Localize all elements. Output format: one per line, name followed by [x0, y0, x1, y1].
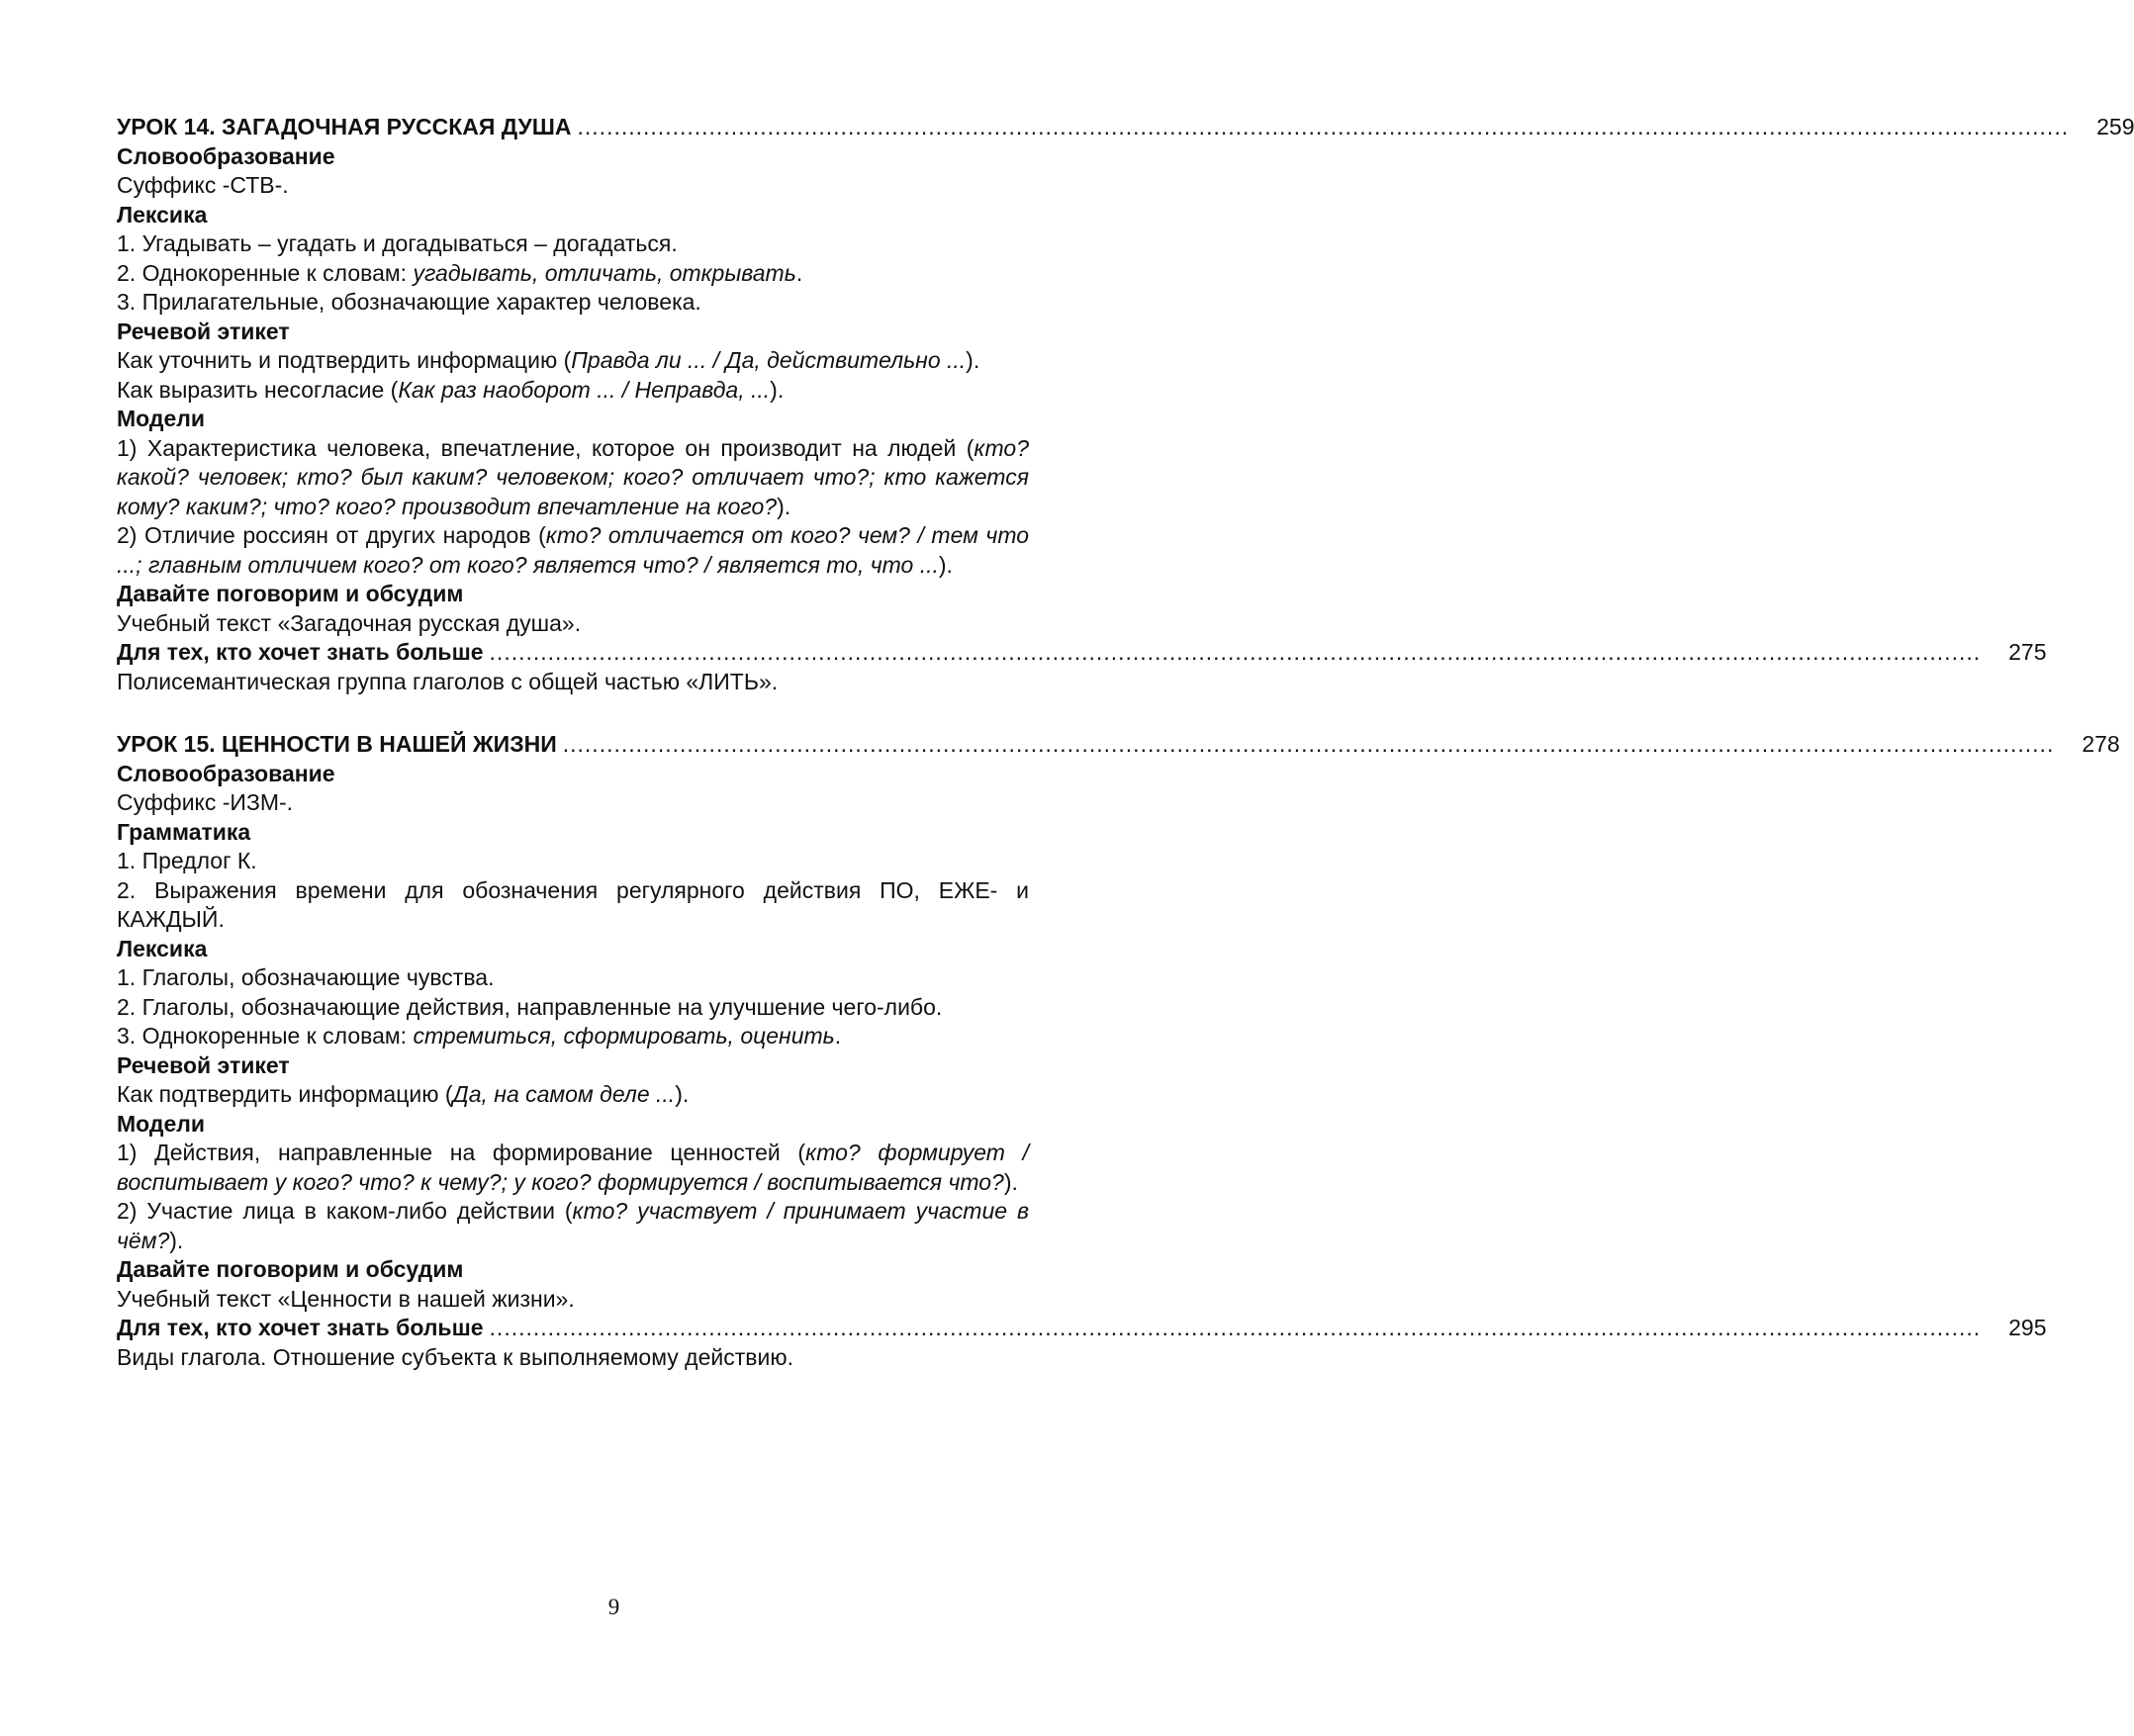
list-item: 1. Угадывать – угадать и догадываться – догадаться. [117, 230, 678, 256]
list-item: 1) Действия, направленные на формирование ценностей (кто? формирует / воспитывает у кого? что? к чему?; у кого? формируется / воспитывается что?). [117, 1140, 1029, 1195]
list-item: 1. Предлог К. [117, 848, 257, 873]
more-title: Для тех, кто хочет знать больше [117, 1315, 484, 1340]
list-item: 1) Характеристика человека, впечатление, которое он производит на людей (кто? какой? человек; кто? был каким? человеком; кого? отличает что?; кто кажется кому? каким?; что? кого? производит впечатление на кого?). [117, 434, 1029, 519]
lesson-title: УРОК 15. ЦЕННОСТИ В НАШЕЙ ЖИЗНИ [117, 731, 557, 757]
list-item: Как подтвердить информацию (Да, на самом деле ...). [117, 1081, 690, 1107]
section-heading-vocabulary: Лексика [117, 201, 208, 228]
section-heading-discuss: Давайте поговорим и обсудим [117, 1256, 464, 1282]
section-heading-etiquette: Речевой этикет [117, 1051, 290, 1078]
lesson-15 [117, 730, 2120, 1372]
section-heading-etiquette: Речевой этикет [117, 318, 290, 344]
section-heading-discuss: Давайте поговорим и обсудим [117, 581, 464, 606]
dot-leader: ............................................................................................................................................................................................................ [489, 639, 1982, 665]
table-of-contents [117, 113, 2134, 1406]
page-ref: 259 [2096, 114, 2134, 139]
list-item: 3. Прилагательные, обозначающие характер человека. [117, 289, 701, 315]
toc-entry-lesson-14[interactable] [117, 113, 2134, 142]
list-item: 2. Глаголы, обозначающие действия, направленные на улучшение чего-либо. [117, 993, 943, 1020]
page-ref: 275 [2008, 639, 2047, 665]
toc-entry-lesson-15[interactable] [117, 730, 2120, 760]
section-heading-models: Модели [117, 1110, 206, 1137]
dot-leader: ............................................................................................................................................................................................................ [577, 114, 2070, 139]
list-item: 2. Выражения времени для обозначения регулярного действия ПО, ЕЖЕ- и КАЖДЫЙ. [117, 876, 1029, 932]
page-ref: 295 [2008, 1315, 2047, 1340]
list-item: Как выразить несогласие (Как раз наоборот ... / Неправда, ...). [117, 376, 785, 403]
lesson-title: УРОК 14. ЗАГАДОЧНАЯ РУССКАЯ ДУША [117, 114, 572, 139]
toc-entry-more-15[interactable] [117, 1314, 2047, 1343]
list-item: Как уточнить и подтвердить информацию (Правда ли ... / Да, действительно ...). [117, 347, 980, 373]
section-heading-word-formation: Словообразование [117, 760, 335, 786]
section-text: Суффикс -ИЗМ-. [117, 789, 294, 815]
list-item: 2. Однокоренные к словам: угадывать, отличать, открывать. [117, 259, 803, 286]
list-item: 2) Отличие россиян от других народов (кто? отличается от кого? чем? / тем что ...; главным отличием кого? от кого? является что? / является то, что ...). [117, 522, 1030, 578]
section-text: Учебный текст «Ценности в нашей жизни». [117, 1285, 575, 1312]
list-item: 1. Глаголы, обозначающие чувства. [117, 964, 495, 990]
section-heading-vocabulary: Лексика [117, 935, 208, 961]
lesson-14 [117, 113, 2134, 696]
more-title: Для тех, кто хочет знать больше [117, 639, 484, 665]
page-ref: 278 [2082, 731, 2120, 757]
section-text: Полисемантическая группа глаголов с общей частью «ЛИТЬ». [117, 668, 779, 694]
section-text: Суффикс -СТВ-. [117, 172, 289, 198]
page-number: 9 [607, 1595, 620, 1619]
section-text: Виды глагола. Отношение субъекта к выполняемому действию. [117, 1343, 793, 1370]
section-heading-grammar: Грамматика [117, 818, 251, 845]
dot-leader: ............................................................................................................................................................................................................ [562, 731, 2055, 757]
section-heading-word-formation: Словообразование [117, 142, 335, 169]
list-item: 2) Участие лица в каком-либо действии (кто? участвует / принимает участие в чём?). [117, 1198, 1029, 1253]
section-heading-models: Модели [117, 406, 206, 431]
section-text: Учебный текст «Загадочная русская душа». [117, 609, 582, 636]
dot-leader: ............................................................................................................................................................................................................ [489, 1315, 1982, 1340]
toc-entry-more-14[interactable] [117, 638, 2047, 668]
list-item: 3. Однокоренные к словам: стремиться, сформировать, оценить. [117, 1023, 842, 1049]
